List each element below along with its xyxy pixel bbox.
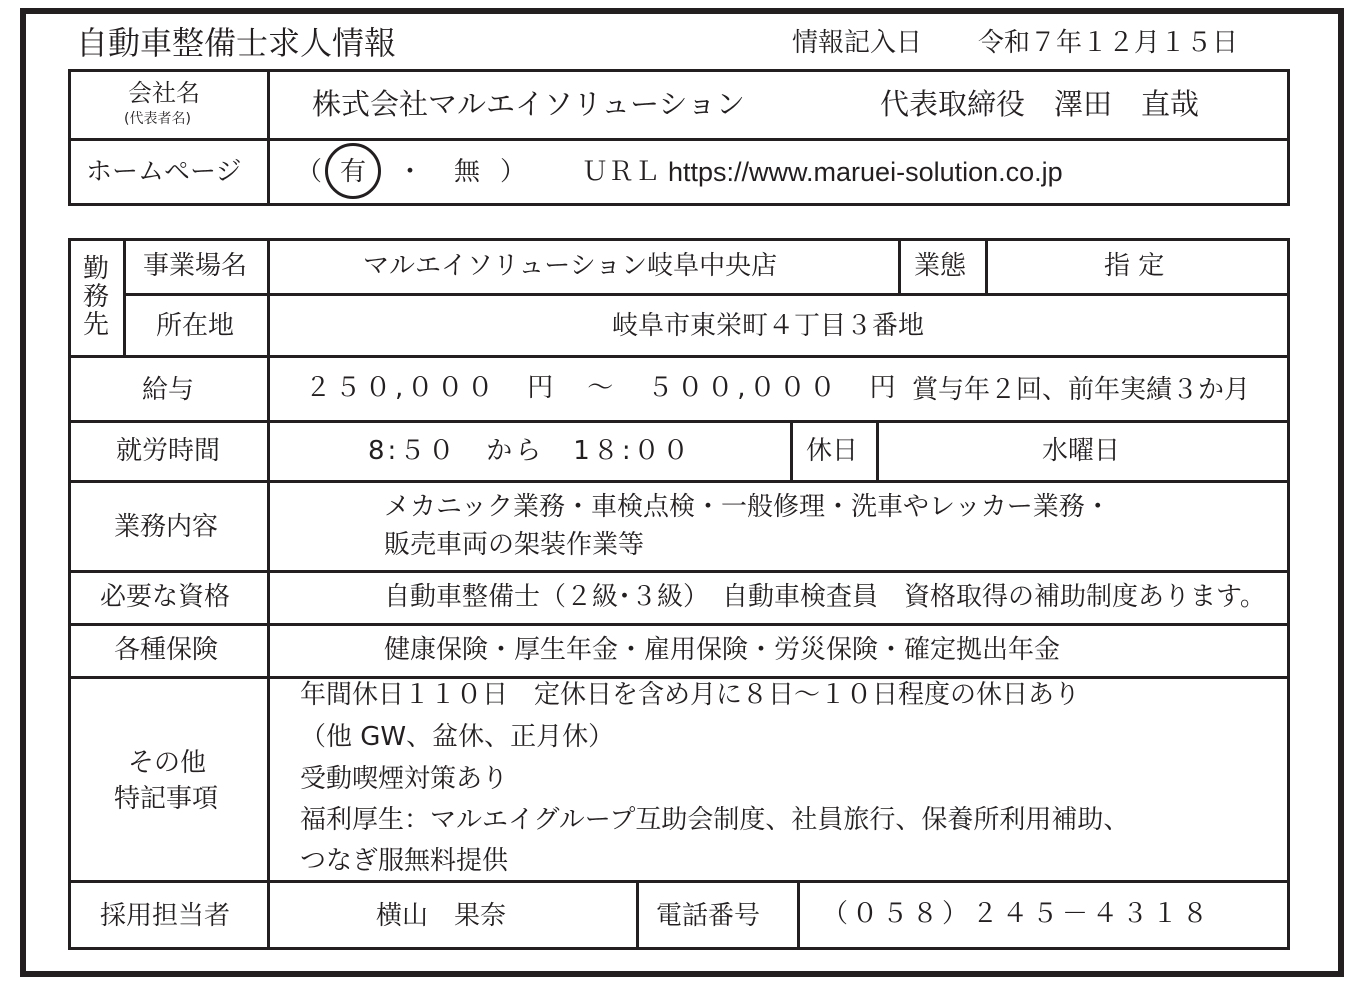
working-hours-label: 就労時間 <box>116 436 221 466</box>
other-notes-label-2: 特記事項 <box>114 784 219 814</box>
qualifications-value: 自動車整備士（２級･３級） 自動車検査員 資格取得の補助制度あります。 <box>384 582 1266 612</box>
duties-line-2: 販売車両の架装作業等 <box>384 530 645 560</box>
phone-label: 電話番号 <box>656 901 761 931</box>
representative-sub-label: (代表者名) <box>124 111 191 127</box>
other-note-line-3: 受動喫煙対策あり <box>300 764 509 794</box>
other-note-line-1: 年間休日１１０日 定休日を含め月に８日～１０日程度の休日あり <box>300 680 1081 710</box>
other-note-line-4: 福利厚生：マルエイグループ互助会制度、社員旅行、保養所利用補助、 <box>300 805 1130 835</box>
workplace-group-label-3: 先 <box>83 310 110 340</box>
other-note-line-5: つなぎ服無料提供 <box>300 846 509 876</box>
salary-value: ２５０,０００ 円 ～ ５００,０００ 円 <box>305 373 900 403</box>
entry-date-value: 令和７年１２月１５日 <box>978 28 1239 58</box>
address-label: 所在地 <box>156 311 235 341</box>
business-type-label: 業態 <box>914 251 967 281</box>
address-value: 岐阜市東栄町４丁目３番地 <box>612 311 925 341</box>
site-name-label: 事業場名 <box>143 251 248 281</box>
company-name: 株式会社マルエイソリューション <box>312 87 745 121</box>
duties-label: 業務内容 <box>114 512 219 542</box>
homepage-paren-close: ） <box>500 157 527 187</box>
homepage-option-dot: ・ <box>397 157 424 187</box>
holiday-label: 休日 <box>806 436 859 466</box>
salary-label: 給与 <box>142 375 195 405</box>
working-hours-value: 8:５０ から 1８:００ <box>368 436 692 466</box>
insurance-label: 各種保険 <box>114 635 219 665</box>
duties-line-1: メカニック業務・車検点検・一般修理・洗車やレッカー業務・ <box>384 492 1111 522</box>
homepage-option-yes: 有 <box>340 157 367 187</box>
other-note-line-2: （他 GW、盆休、正月休） <box>300 722 615 752</box>
business-type-value: 指 定 <box>1104 251 1165 281</box>
representative-name: 代表取締役 澤田 直哉 <box>880 87 1200 121</box>
entry-date-label: 情報記入日 <box>792 28 923 58</box>
bonus-value: 賞与年２回、前年実績３か月 <box>912 375 1251 405</box>
workplace-group-label-2: 務 <box>83 282 110 312</box>
homepage-option-no: 無 <box>454 157 481 187</box>
recruiter-name: 横山 果奈 <box>376 901 507 931</box>
recruiter-label: 採用担当者 <box>100 901 231 931</box>
company-name-label: 会社名 <box>128 79 200 107</box>
page-title: 自動車整備士求人情報 <box>76 24 397 62</box>
phone-number[interactable]: （０５８）２４５－４３１８ <box>822 899 1213 929</box>
other-notes-label-1: その他 <box>128 748 207 778</box>
homepage-label: ホームページ <box>86 157 242 187</box>
url-label: ＵＲＬ <box>582 157 661 187</box>
holiday-value: 水曜日 <box>1042 436 1121 466</box>
insurance-value: 健康保険・厚生年金・雇用保険・労災保険・確定拠出年金 <box>384 635 1061 665</box>
qualifications-label: 必要な資格 <box>100 582 231 612</box>
homepage-url[interactable]: https://www.maruei-solution.co.jp <box>668 157 1063 187</box>
site-name: マルエイソリューション岐阜中央店 <box>363 251 778 281</box>
homepage-paren-open: （ <box>296 157 323 187</box>
workplace-group-label-1: 勤 <box>83 254 110 284</box>
